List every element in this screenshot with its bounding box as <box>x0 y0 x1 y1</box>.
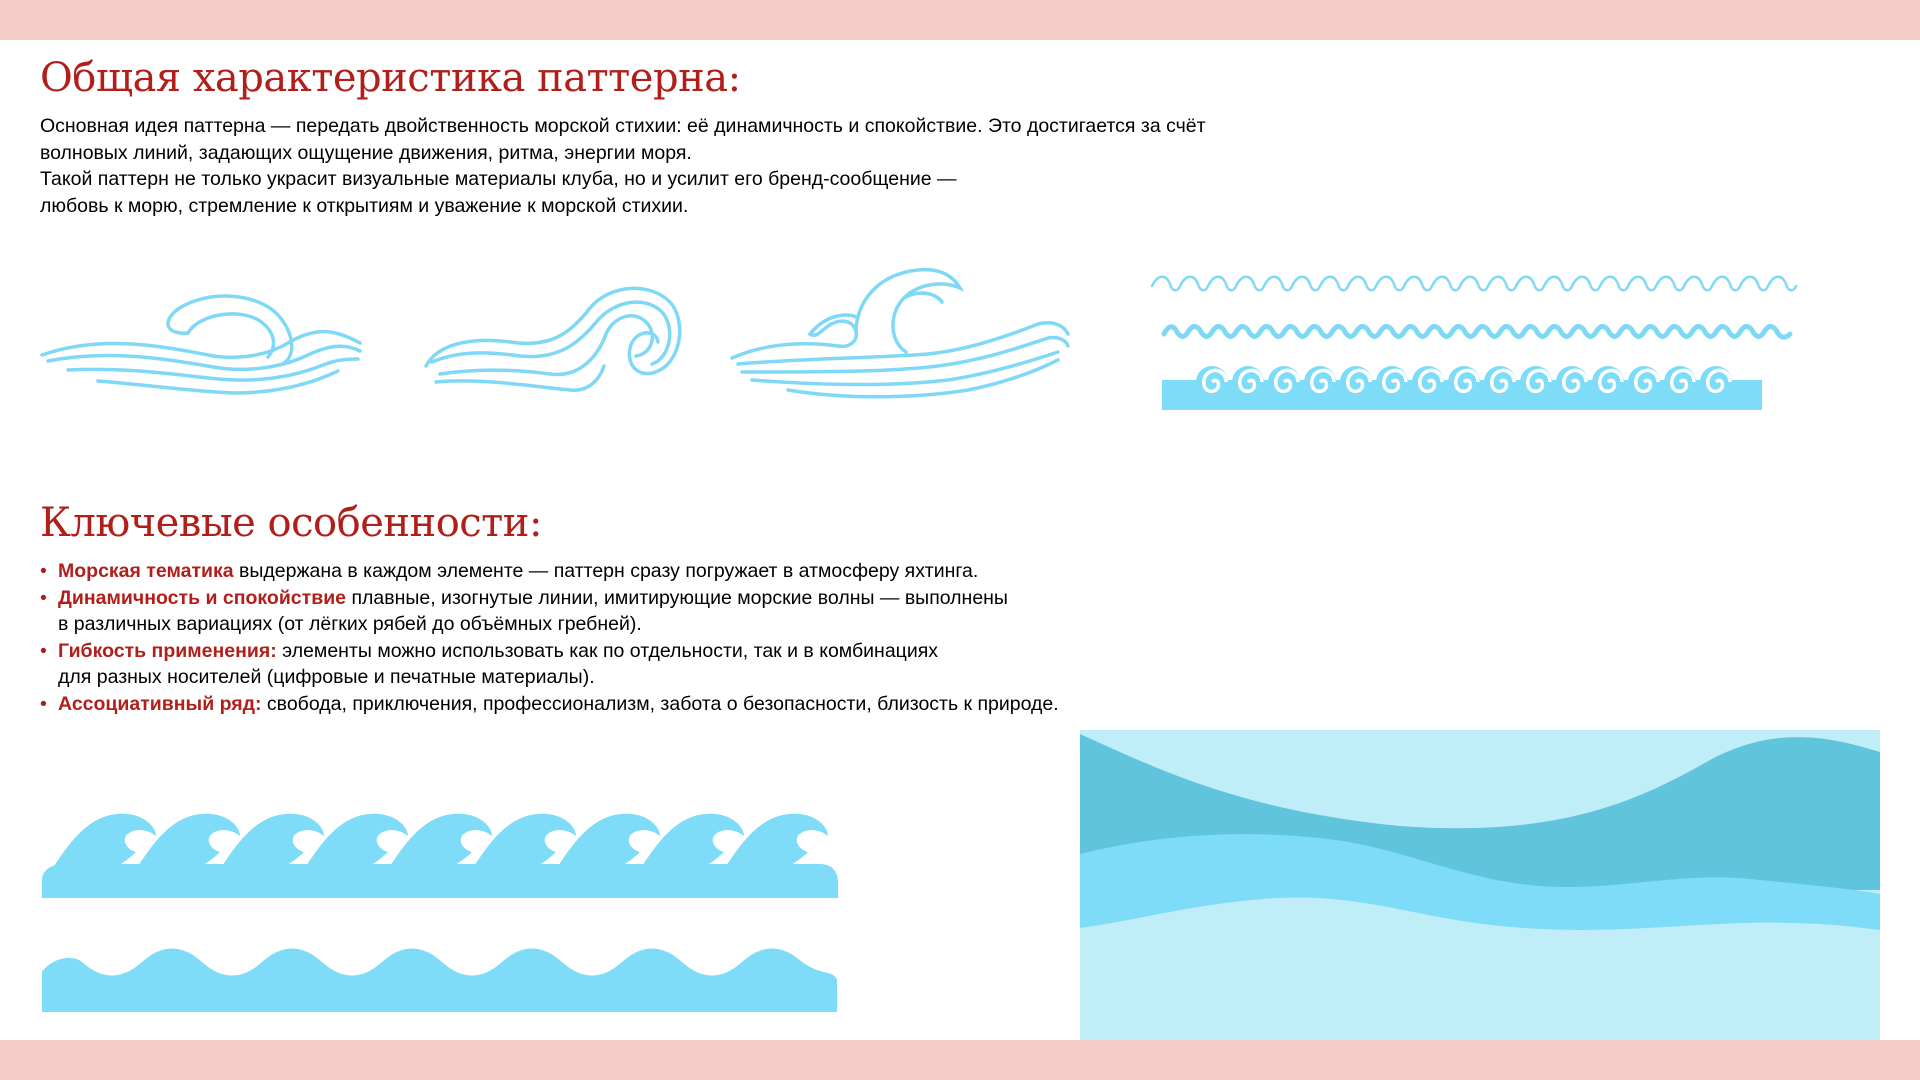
feature-text: выдержана в каждом элементе — паттерн сразу погружает в атмосферу яхтинга. <box>233 560 979 582</box>
layered-sea-icon <box>1080 730 1880 1040</box>
bottom-band <box>0 1040 1920 1080</box>
feature-text-continued: в различных вариациях (от лёгких рябей до объёмных гребней). <box>58 613 642 635</box>
zigzag-wave-border-icon <box>1160 318 1800 348</box>
line-wave-icon <box>38 275 368 415</box>
spiral-wave-border-icon <box>1162 360 1767 415</box>
feature-key: Гибкость применения: <box>58 639 277 662</box>
curl-wave-icon <box>420 278 690 408</box>
list-item <box>40 585 1340 638</box>
text-line: волновых линий, задающих ощущение движения, ритма, энергии моря. <box>40 141 692 164</box>
bullet: • <box>40 560 47 582</box>
feature-key: Морская тематика <box>58 560 234 582</box>
list-item <box>40 638 1340 691</box>
feature-text: плавные, изогнутые линии, имитирующие морские волны — выполнены <box>346 586 1008 609</box>
feature-key: Динамичность и спокойствие <box>58 586 347 609</box>
top-band <box>0 0 1920 40</box>
scallop-wave-border-icon <box>42 940 842 1012</box>
bullet: • <box>40 692 47 715</box>
section-title-features: Ключевые особенности: <box>40 500 542 546</box>
text-line: любовь к морю, стремление к открытиям и уважение к морской стихии. <box>40 194 689 217</box>
text-line: Такой паттерн не только украсит визуальные материалы клуба, но и усилит его бренд-сообщение — <box>40 168 957 190</box>
feature-text: свобода, приключения, профессионализм, забота о безопасности, близость к природе. <box>261 692 1059 715</box>
feature-text: элементы можно использовать как по отдельности, так и в комбинациях <box>276 639 939 662</box>
crest-wave-icon <box>728 262 1073 412</box>
text-line: Основная идея паттерна — передать двойственность морской стихии: её динамичность и спокойствие. Это достигается за счёт <box>40 115 1206 137</box>
list-item <box>40 691 1340 718</box>
curl-crest <box>722 814 828 872</box>
bullet: • <box>40 639 47 662</box>
feature-text-continued: для разных носителей (цифровые и печатные материалы). <box>58 666 595 688</box>
overview-paragraph-1 <box>40 113 1440 166</box>
bullet: • <box>40 586 47 609</box>
overview-text <box>40 113 1440 219</box>
feature-key: Ассоциативный ряд: <box>58 692 262 715</box>
features-list <box>40 558 1340 717</box>
ripple-border-icon <box>1150 274 1810 304</box>
list-item <box>40 558 1340 585</box>
curl-wave-border-icon <box>40 808 840 898</box>
overview-paragraph-2 <box>40 166 1440 219</box>
section-title-overview: Общая характеристика паттерна: <box>40 55 741 101</box>
